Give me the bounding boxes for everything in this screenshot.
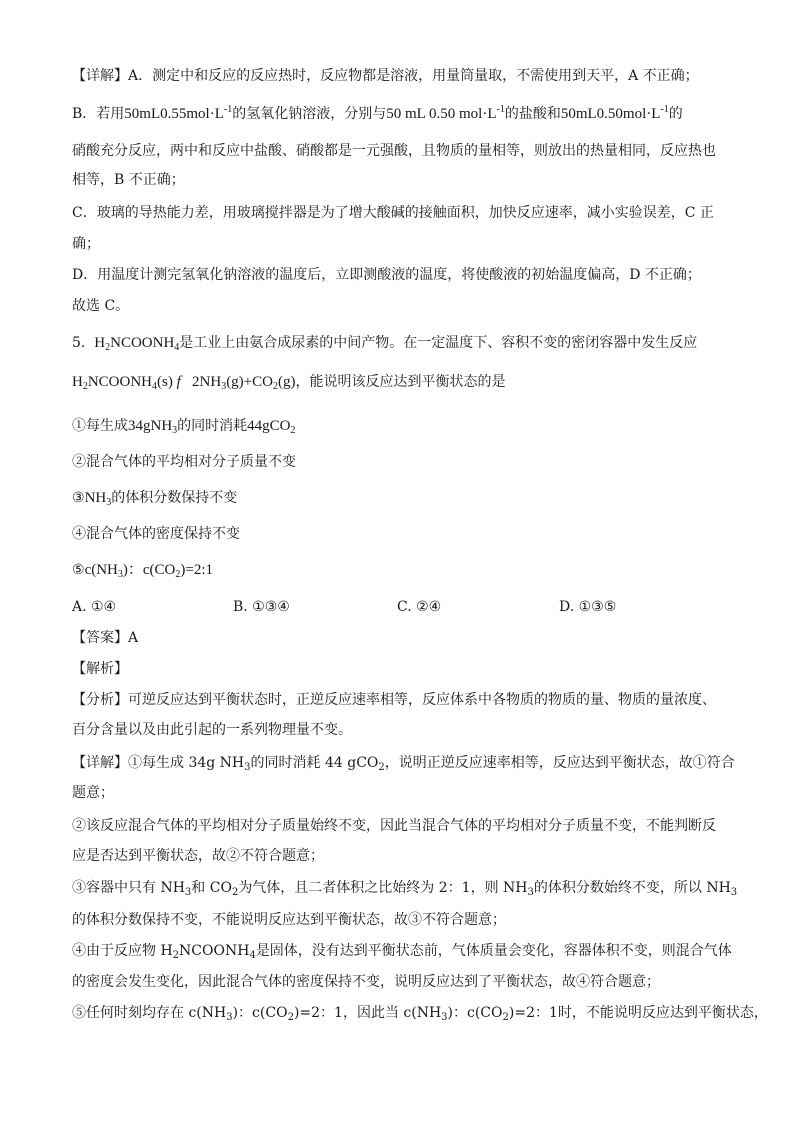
detail2-line2: 题意； <box>72 785 114 801</box>
detail2-line1: 【详解】①每生成 34g $NH_3$的同时消耗 44 gCO$_2$，说明正逆反应速率相等，反应达到平衡状态，故①符合 <box>72 755 735 773</box>
detail-b-line2: 硝酸充分反应，两中和反应中盐酸、硝酸都是一元强酸，且物质的量相等，则放出的热量相同，反应热也 <box>72 143 716 159</box>
question-5-stem: 5. $H_2NCOONH_4$是工业上由氨合成尿素的中间产物。在一定温度下、容积不变的密闭容器中发生反应 <box>72 335 698 353</box>
detail2-line7: ④由于反应物 $H_2NCOONH_4$是固体，没有达到平衡状态前，气体质量会变化，容器体积不变，则混合气体 <box>72 943 732 961</box>
question-5-equation: $H_2NCOONH_4(s)$ f $2NH_3(g)+CO_2(g)$，能说明该反应达到平衡状态的是 <box>72 374 506 392</box>
option-d: D. ①③⑤ <box>559 599 617 615</box>
detail2-line9: ⑤任何时刻均存在 $c(NH_3)$：$c(CO_2)=2$：1，因此当 $c(NH_3)$：$c(CO_2)=2$：1时，不能说明反应达到平衡状态， <box>72 1005 768 1023</box>
statement-2: ②混合气体的平均相对分子质量不变 <box>72 454 296 470</box>
detail2-line8: 的密度会发生变化，因此混合气体的密度保持不变，说明反应达到了平衡状态，故④符合题意； <box>72 974 660 990</box>
detail-d-line: D．用温度计测完氢氧化钠溶液的温度后，立即测酸液的温度，将使酸液的初始温度偏高，D 不正确； <box>72 267 701 283</box>
detail2-line3: ②该反应混合气体的平均相对分子质量始终不变，因此当混合气体的平均相对分子质量不变，不能判断反 <box>72 818 716 834</box>
option-c: C. ②④ <box>397 599 442 615</box>
detail-b-line1: B．若用$50mL0.55mol\cdot L^{-1}$的氢氧化钠溶液，分别与50 mL 0.50 $mol\cdot L^{-1}$的盐酸和$50mL0.50mol\cdot L^{-1}$的 <box>72 104 683 122</box>
detail2-line6: 的体积分数保持不变，不能说明反应达到平衡状态，故③不符合题意； <box>72 912 506 928</box>
statement-3: $③NH_3$的体积分数保持不变 <box>72 490 238 508</box>
detail2-line4: 应是否达到平衡状态，故②不符合题意； <box>72 848 324 864</box>
detail-c-line1: C．玻璃的导热能力差，用玻璃搅拌器是为了增大酸碱的接触面积，加快反应速率，减小实验误差，C 正 <box>72 205 714 221</box>
statement-5: $⑤c(NH_3)$：$c(CO_2)=2:1$ <box>72 562 214 580</box>
option-b: B. ①③④ <box>233 599 290 615</box>
option-a: A. ①④ <box>72 599 117 615</box>
analysis-line2: 百分含量以及由此引起的一系列物理量不变。 <box>72 722 352 738</box>
detail-c-line2: 确； <box>72 236 100 252</box>
choice-conclusion: 故选 C。 <box>72 298 130 314</box>
detail-a-line: 【详解】A．测定中和反应的反应热时，反应物都是溶液，用量筒量取，不需使用到天平，A 不正确； <box>72 68 699 84</box>
answer-heading: 【答案】A <box>72 630 139 646</box>
detail2-line5: ③容器中只有 $NH_3$和 $CO_2$为气体，且二者体积之比始终为 2：1，则 $NH_3$的体积分数始终不变，所以 $NH_3$ <box>72 880 738 898</box>
statement-1: ①每生成34gNH$_3$的同时消耗44gCO$_2$ <box>72 418 296 436</box>
analysis-line1: 【分析】可逆反应达到平衡状态时，正逆反应速率相等，反应体系中各物质的物质的量、物质的量浓度、 <box>72 692 716 708</box>
statement-4: ④混合气体的密度保持不变 <box>72 526 240 542</box>
analysis-heading: 【解析】 <box>72 661 128 677</box>
detail-b-line3: 相等，B 不正确； <box>72 172 185 188</box>
